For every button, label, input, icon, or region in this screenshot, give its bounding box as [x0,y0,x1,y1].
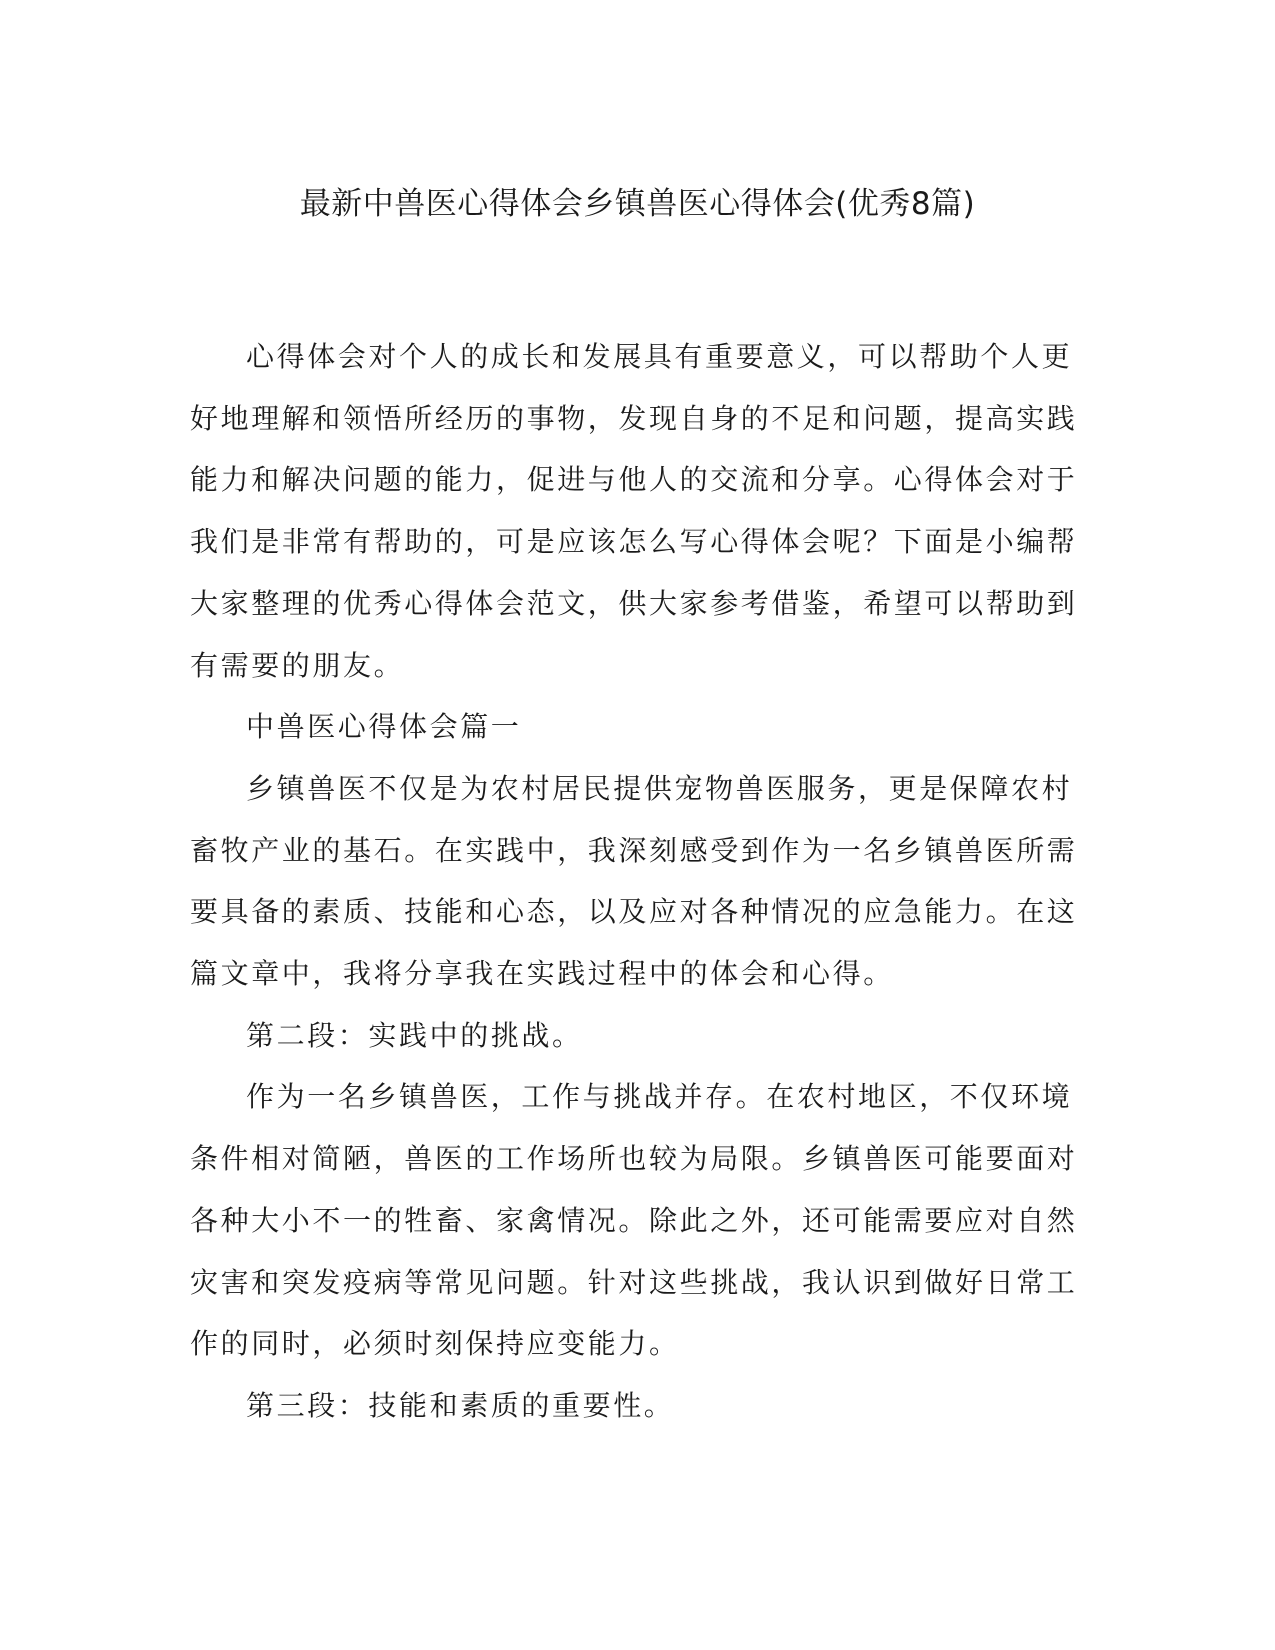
intro-paragraph: 心得体会对个人的成长和发展具有重要意义，可以帮助个人更好地理解和领悟所经历的事物，发现自身的不足和问题，提高实践能力和解决问题的能力，促进与他人的交流和分享。心得体会对于我们是非常有帮助的，可是应该怎么写心得体会呢？下面是小编帮大家整理的优秀心得体会范文，供大家参考借鉴，希望可以帮助到有需要的朋友。 [190,340,1078,682]
section-heading-paragraph-three: 第三段：技能和素质的重要性。 [246,1388,675,1422]
document-title: 最新中兽医心得体会乡镇兽医心得体会(优秀8篇) [299,186,976,222]
section-heading-part-one: 中兽医心得体会篇一 [246,710,522,744]
document-body [190,326,1080,1437]
body-paragraph: 作为一名乡镇兽医，工作与挑战并存。在农村地区，不仅环境条件相对简陋，兽医的工作场所也较为局限。乡镇兽医可能要面对各种大小不一的牲畜、家禽情况。除此之外，还可能需要应对自然灾害和突发疫病等常见问题。针对这些挑战，我认识到做好日常工作的同时，必须时刻保持应变能力。 [190,1080,1078,1361]
section-heading-paragraph-two: 第二段：实践中的挑战。 [246,1018,583,1052]
body-paragraph: 乡镇兽医不仅是为农村居民提供宠物兽医服务，更是保障农村畜牧产业的基石。在实践中，我深刻感受到作为一名乡镇兽医所需要具备的素质、技能和心态，以及应对各种情况的应急能力。在这篇文章中，我将分享我在实践过程中的体会和心得。 [190,771,1078,991]
